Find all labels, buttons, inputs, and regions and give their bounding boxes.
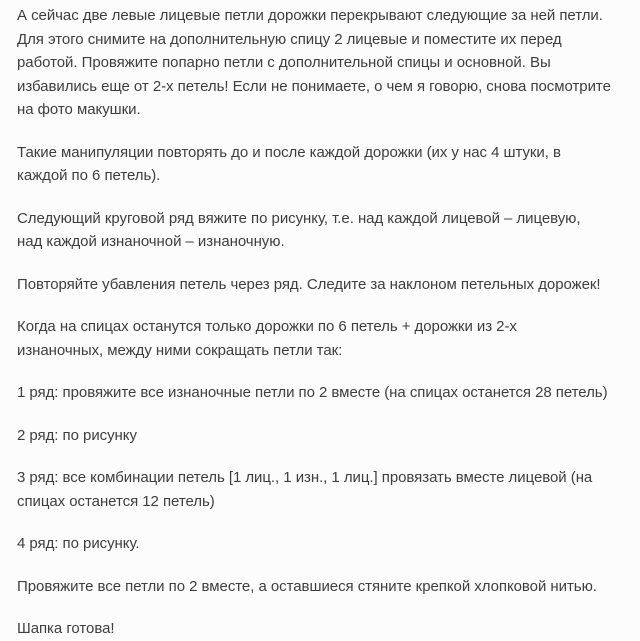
para-row-4 (17, 532, 632, 556)
text-line: над каждой изнаночной – изнаночную. (17, 233, 285, 250)
text-line: спицах останется 12 петель) (17, 492, 215, 510)
para-row-1 (17, 381, 632, 405)
text-line: Шапка готова! (17, 620, 115, 637)
text-line: Повторяйте убавления петель через ряд. Следите за наклоном петельных дорожек! (17, 275, 601, 293)
text-line: Когда на спицах останутся только дорожки по 6 петель + дорожки из 2-х (17, 318, 517, 335)
para-finish-cinch (17, 575, 632, 599)
text-line: на фото макушки. (17, 101, 141, 118)
text-line: 2 ряд: по рисунку (17, 426, 137, 444)
para-overlap-instructions (17, 4, 632, 122)
text-line: каждой по 6 петель). (17, 167, 161, 184)
text-line: изнаночных, между ними сокращать петли так: (17, 341, 343, 359)
para-decrease-reminder (17, 273, 632, 297)
para-hat-ready (17, 617, 632, 641)
text-line: Следующий круговой ряд вяжите по рисунку, т.е. над каждой лицевой – лицевую, (17, 209, 581, 227)
text-line: Для этого снимите на дополнительную спицу 2 лицевые и поместите их перед (17, 30, 562, 48)
text-line: Такие манипуляции повторять до и после каждой дорожки (их у нас 4 штуки, в (17, 143, 561, 161)
para-row-2 (17, 424, 632, 448)
text-line: 1 ряд: провяжите все изнаночные петли по 2 вместе (на спицах останется 28 петель) (17, 384, 608, 401)
para-when-tracks-remain (17, 315, 632, 362)
para-row-3 (17, 466, 632, 513)
para-next-round-by-pattern (17, 207, 632, 254)
text-line: Провяжите все петли по 2 вместе, а оставшиеся стяните крепкой хлопковой нитью. (17, 577, 597, 595)
text-line: работой. Провяжите попарно петли с дополнительной спицы и основной. Вы (17, 54, 551, 71)
para-repeat-manipulations (17, 141, 632, 188)
text-line: 4 ряд: по рисунку. (17, 535, 140, 552)
text-line: А сейчас две левые лицевые петли дорожки перекрывают следующие за ней петли. (17, 7, 603, 24)
text-line: избавились еще от 2-х петель! Если не понимаете, о чем я говорю, снова посмотрите (17, 77, 611, 95)
text-line: 3 ряд: все комбинации петель [1 лиц., 1 изн., 1 лиц.] провязать вместе лицевой (на (17, 469, 593, 486)
